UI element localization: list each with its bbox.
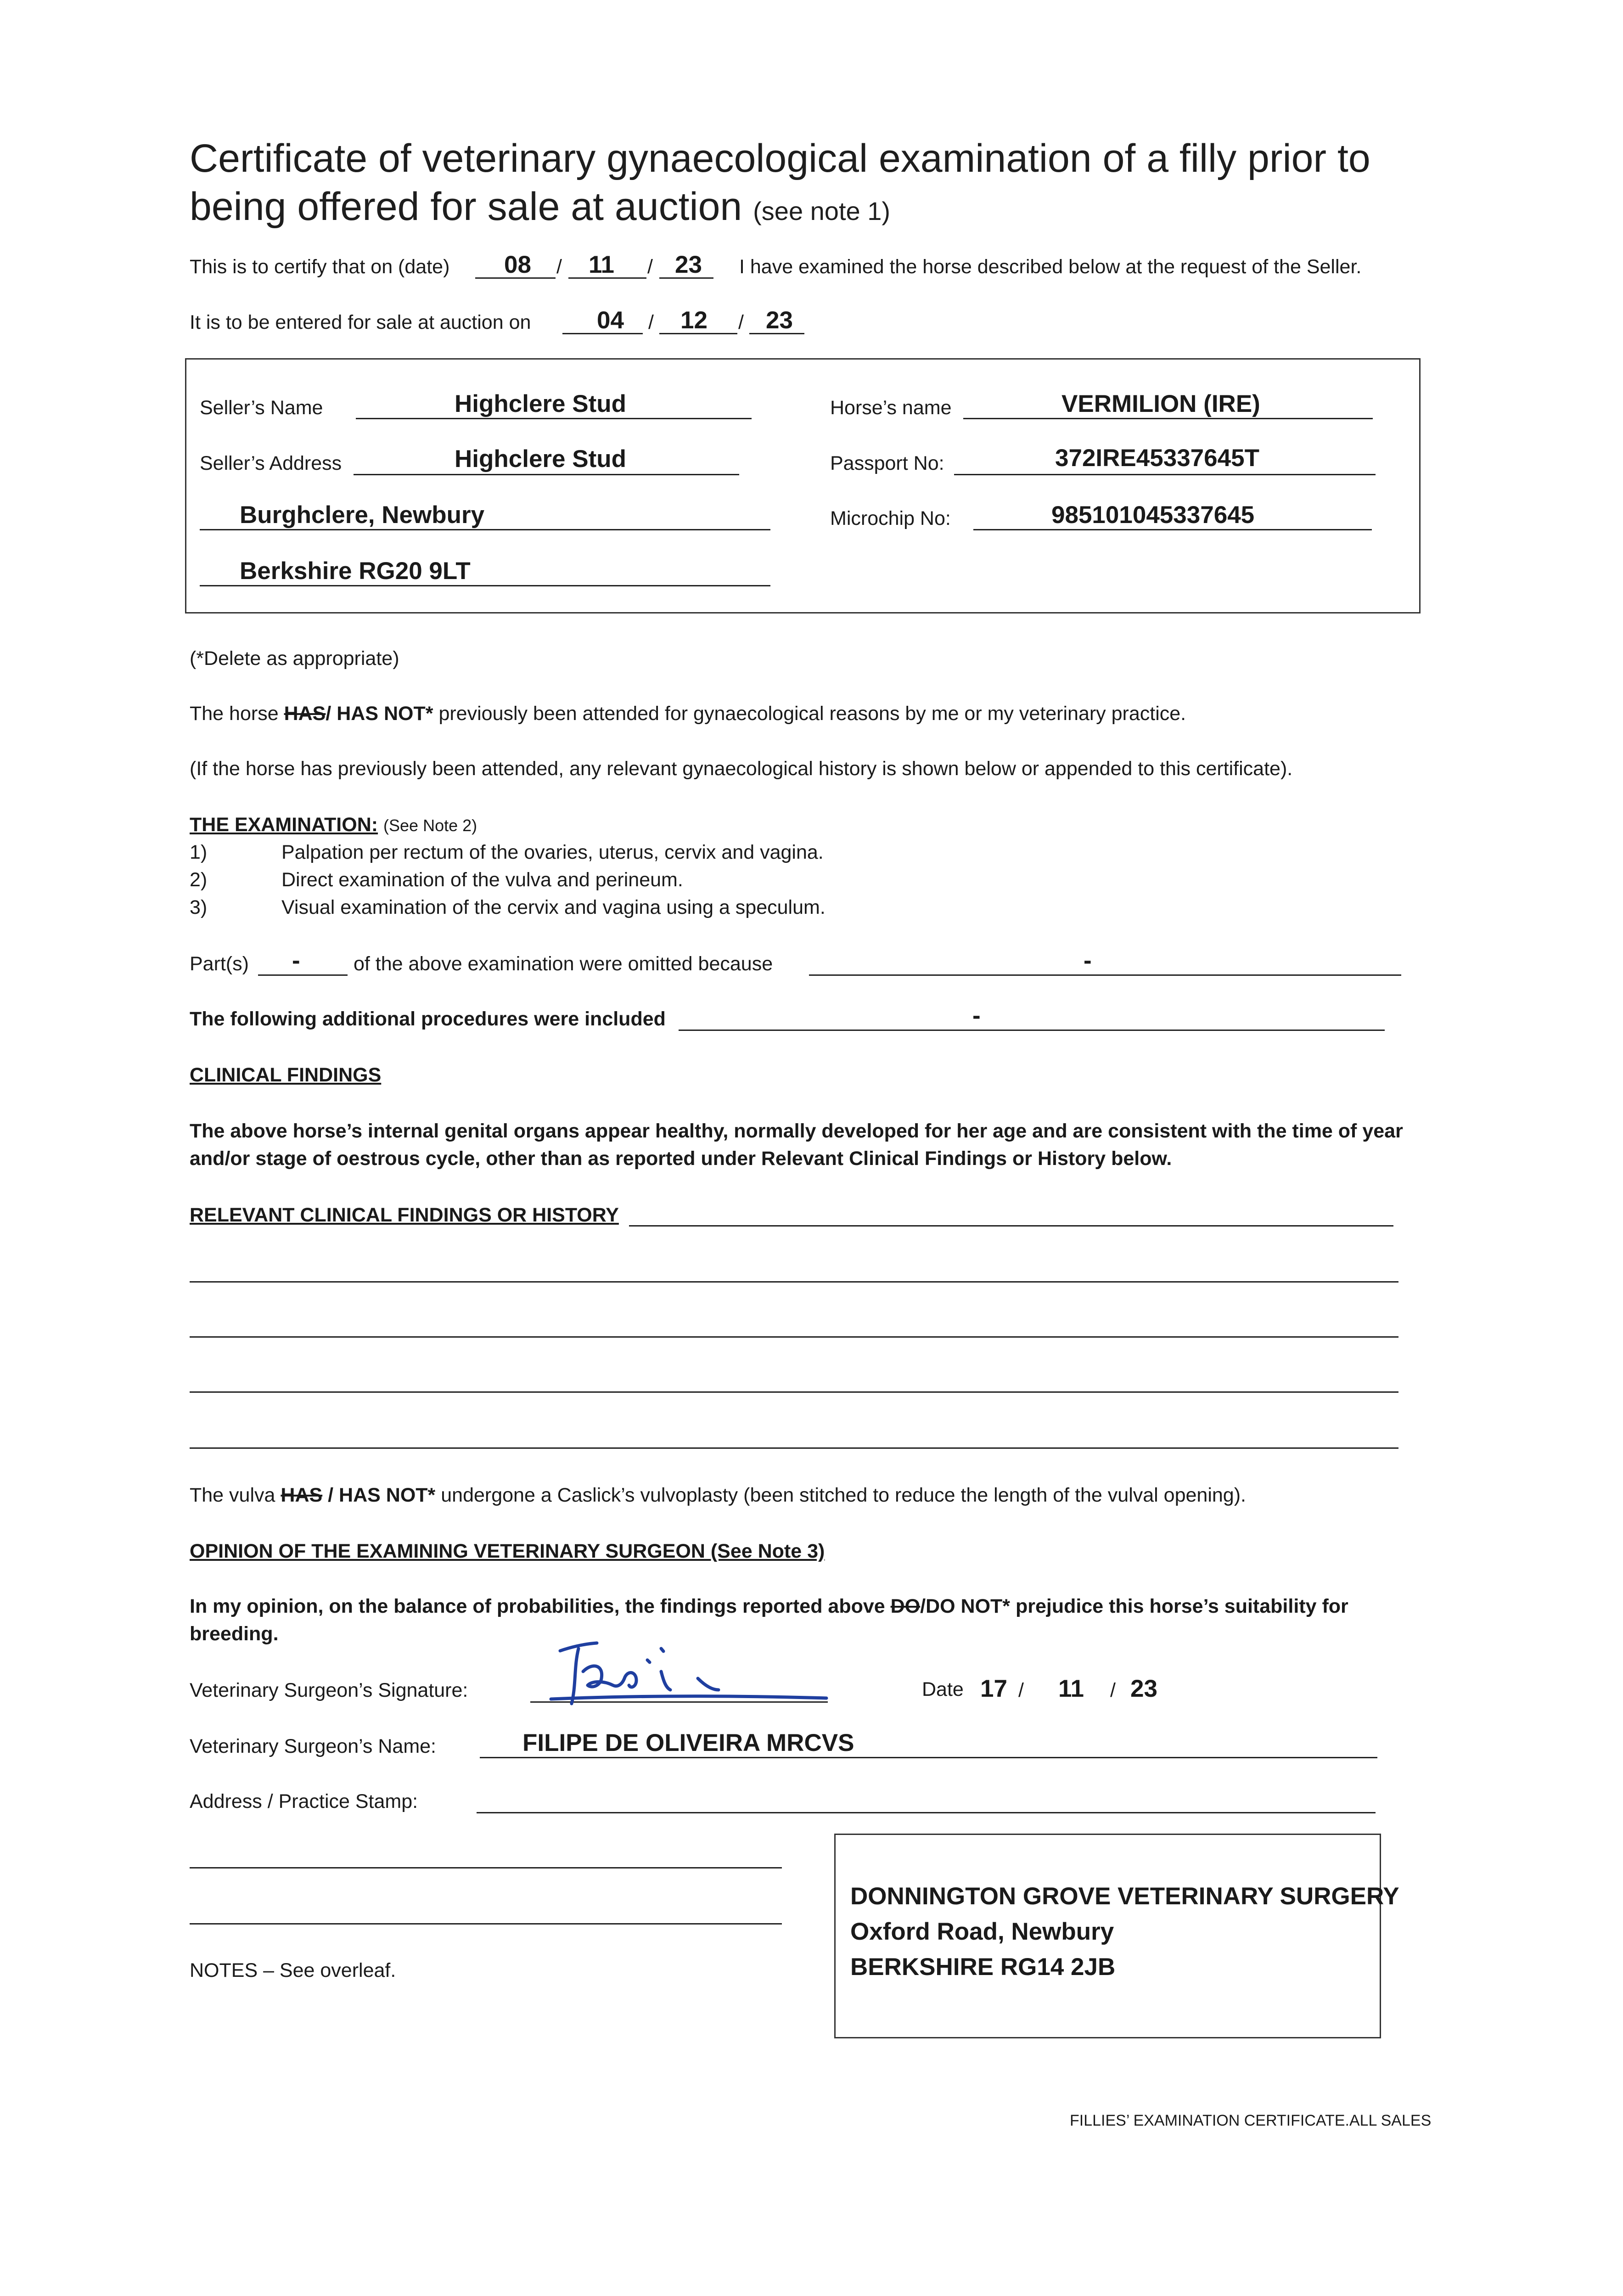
- clinical-text-line1: The above horse’s internal genital organs appear healthy, normally developed for her age and are consistent with the time of year: [190, 1120, 1403, 1142]
- vulva-prefix: The vulva: [190, 1484, 275, 1506]
- clinical-text-line2: and/or stage of oestrous cycle, other than as reported under Relevant Clinical Findings or History below.: [190, 1148, 1172, 1170]
- attended-prefix: The horse: [190, 703, 279, 725]
- opinion-prefix: In my opinion, on the balance of probabilities, the findings reported above: [190, 1595, 885, 1617]
- seller-name-label: Seller’s Name: [200, 397, 323, 419]
- page-title-line2: [190, 184, 890, 234]
- omitted-parts-field[interactable]: -: [292, 947, 300, 974]
- date-separator: /: [556, 256, 562, 278]
- sign-date-day[interactable]: 17: [980, 1675, 1007, 1702]
- passport-label: Passport No:: [830, 452, 944, 474]
- vulva-suffix: undergone a Caslick’s vulvoplasty (been stitched to reduce the length of the vulval opening).: [441, 1484, 1246, 1506]
- surgeon-name-field[interactable]: FILIPE DE OLIVEIRA MRCVS: [522, 1729, 854, 1756]
- exam-item-num: 3): [190, 896, 208, 918]
- date-separator: /: [647, 256, 653, 278]
- certify-day[interactable]: 08: [504, 251, 531, 278]
- exam-item-num: 1): [190, 841, 208, 863]
- title-note: (see note 1): [753, 197, 890, 225]
- opinion-text-line1: [190, 1594, 1348, 1618]
- attended-suffix: previously been attended for gynaecological reasons by me or my veterinary practice.: [438, 703, 1186, 725]
- stamp-line2: Oxford Road, Newbury: [850, 1918, 1114, 1945]
- seller-address-line2[interactable]: Burghclere, Newbury: [240, 501, 485, 529]
- examination-heading-row: [190, 813, 477, 838]
- opinion-text-line2: breeding.: [190, 1623, 279, 1645]
- additional-field[interactable]: -: [972, 1002, 981, 1029]
- notes-text: NOTES – See overleaf.: [190, 1959, 396, 1981]
- relevant-line[interactable]: [190, 1447, 1398, 1449]
- seller-name-field[interactable]: Highclere Stud: [455, 390, 627, 417]
- opinion-heading: OPINION OF THE EXAMINING VETERINARY SURGEON (See Note 3): [190, 1540, 825, 1562]
- exam-item-text: Direct examination of the vulva and perineum.: [281, 869, 683, 891]
- history-note: (If the horse has previously been attended, any relevant gynaecological history is shown below or appended to this certificate).: [190, 758, 1293, 780]
- attended-statement: [190, 702, 1186, 726]
- relevant-line[interactable]: [190, 1336, 1398, 1338]
- opinion-suffix: /DO NOT* prejudice this horse’s suitability for: [920, 1595, 1348, 1617]
- vulva-has-struck: HAS: [281, 1484, 323, 1506]
- examination-heading: THE EXAMINATION:: [190, 814, 378, 836]
- exam-item-text: Visual examination of the cervix and vagina using a speculum.: [281, 896, 826, 918]
- seller-address-label: Seller’s Address: [200, 452, 342, 474]
- seller-address-line3[interactable]: Berkshire RG20 9LT: [240, 557, 471, 585]
- relevant-heading: RELEVANT CLINICAL FINDINGS OR HISTORY: [190, 1204, 619, 1226]
- delete-note: (*Delete as appropriate): [190, 647, 399, 670]
- relevant-line[interactable]: [190, 1281, 1398, 1283]
- sign-date-month[interactable]: 11: [1058, 1675, 1084, 1702]
- stamp-line1: DONNINGTON GROVE VETERINARY SURGERY: [850, 1883, 1399, 1910]
- vulva-statement: [190, 1483, 1246, 1507]
- auction-month[interactable]: 12: [680, 307, 708, 334]
- certify-year[interactable]: 23: [675, 251, 702, 278]
- attended-choice: / HAS NOT*: [326, 703, 433, 725]
- clinical-heading: CLINICAL FINDINGS: [190, 1064, 382, 1086]
- certify-prefix: This is to certify that on (date): [190, 256, 450, 278]
- relevant-line[interactable]: [629, 1225, 1393, 1227]
- page-title-text: being offered for sale at auction: [190, 185, 742, 229]
- passport-field[interactable]: 372IRE45337645T: [1055, 445, 1259, 472]
- page-title: Certificate of veterinary gynaecological examination of a filly prior to: [190, 136, 1370, 180]
- examination-note: (See Note 2): [383, 816, 477, 835]
- relevant-line[interactable]: [190, 1391, 1398, 1393]
- exam-item-num: 2): [190, 869, 208, 891]
- date-label: Date: [922, 1678, 964, 1700]
- vulva-choice: / HAS NOT*: [328, 1484, 436, 1506]
- certify-month[interactable]: 11: [589, 251, 615, 278]
- exam-item-text: Palpation per rectum of the ovaries, uterus, cervix and vagina.: [281, 841, 824, 863]
- horse-name-field[interactable]: VERMILION (IRE): [1061, 390, 1260, 417]
- signature-image[interactable]: [523, 1616, 836, 1708]
- date-separator: /: [1110, 1679, 1116, 1701]
- address-line[interactable]: [477, 1812, 1376, 1813]
- address-line[interactable]: [190, 1923, 782, 1925]
- omitted-reason-field[interactable]: -: [1084, 947, 1092, 974]
- address-line[interactable]: [190, 1867, 782, 1868]
- auction-year[interactable]: 23: [766, 307, 793, 334]
- omitted-prefix: Part(s): [190, 953, 249, 975]
- footer-text: FILLIES’ EXAMINATION CERTIFICATE.ALL SALES: [1070, 2112, 1432, 2129]
- opinion-do-struck: DO: [890, 1595, 921, 1617]
- seller-address-line1[interactable]: Highclere Stud: [455, 445, 627, 473]
- auction-day[interactable]: 04: [597, 307, 624, 334]
- auction-prefix: It is to be entered for sale at auction on: [190, 311, 531, 333]
- address-stamp-label: Address / Practice Stamp:: [190, 1790, 418, 1812]
- date-separator: /: [738, 311, 744, 333]
- horse-name-label: Horse’s name: [830, 397, 952, 419]
- microchip-field[interactable]: 985101045337645: [1051, 501, 1255, 529]
- attended-has-struck: HAS: [284, 703, 326, 725]
- signature-label: Veterinary Surgeon’s Signature:: [190, 1679, 468, 1701]
- sign-date-year[interactable]: 23: [1130, 1675, 1157, 1702]
- date-separator: /: [648, 311, 654, 333]
- additional-label: The following additional procedures were included: [190, 1008, 666, 1030]
- omitted-middle: of the above examination were omitted because: [354, 953, 773, 975]
- surgeon-name-label: Veterinary Surgeon’s Name:: [190, 1735, 436, 1757]
- date-separator: /: [1018, 1679, 1024, 1701]
- certify-suffix: I have examined the horse described below at the request of the Seller.: [739, 256, 1362, 278]
- stamp-line3: BERKSHIRE RG14 2JB: [850, 1953, 1116, 1981]
- microchip-label: Microchip No:: [830, 507, 951, 529]
